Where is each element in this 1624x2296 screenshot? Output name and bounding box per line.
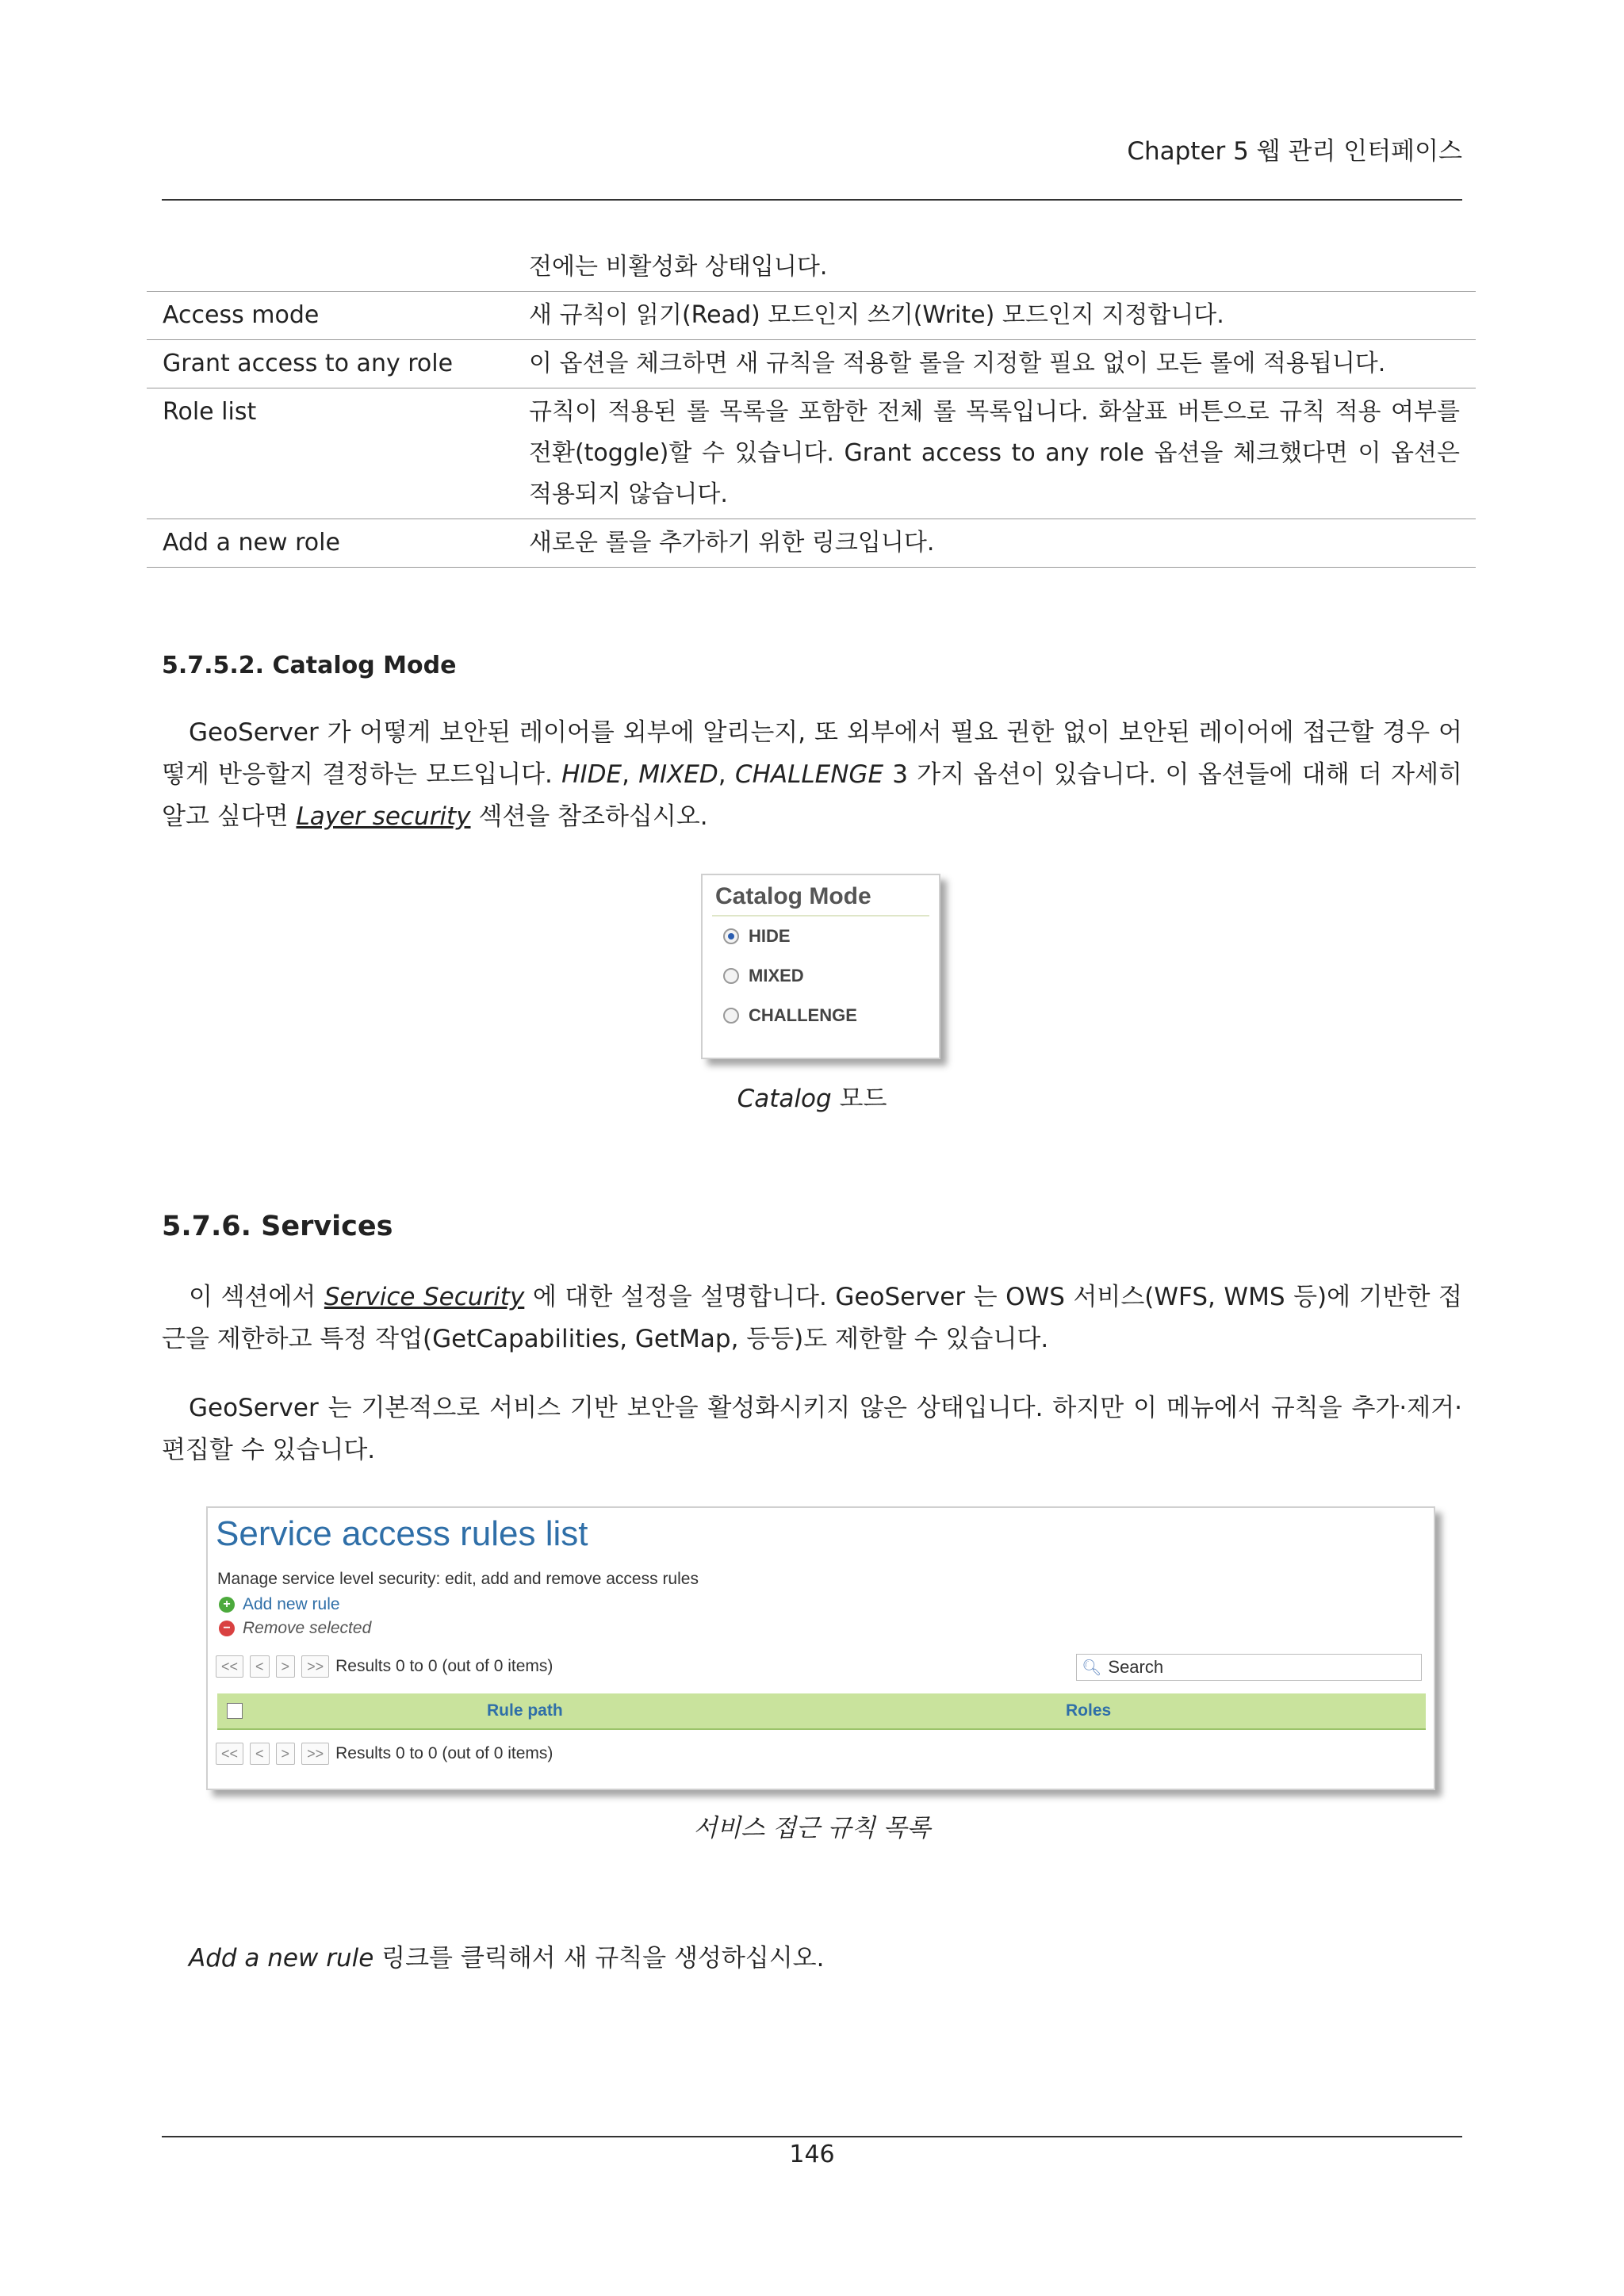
table-cell-term: Role list: [163, 398, 257, 426]
section-heading-services: 5.7.6. Services: [162, 1211, 393, 1242]
prev-page-button[interactable]: <: [250, 1655, 270, 1678]
add-rule-instruction: Add a new rule 링크를 클릭해서 새 규칙을 생성하십시오.: [189, 1944, 825, 1973]
search-input[interactable]: 🔍︎ Search: [1076, 1654, 1422, 1681]
catalog-mode-figure: [701, 874, 940, 1059]
first-page-button[interactable]: <<: [216, 1743, 243, 1765]
layer-security-link[interactable]: Layer security: [296, 802, 471, 831]
select-all-checkbox[interactable]: [227, 1703, 243, 1719]
catalog-mode-option-challenge[interactable]: CHALLENGE: [723, 1005, 857, 1026]
catalog-mode-option-mixed[interactable]: MIXED: [723, 966, 804, 986]
next-page-button[interactable]: >: [276, 1655, 296, 1678]
radio-selected-icon[interactable]: [723, 928, 739, 944]
column-header-rule-path[interactable]: Rule path: [487, 1701, 563, 1720]
table-cell-desc: 새로운 롤을 추가하기 위한 링크입니다.: [529, 529, 935, 557]
prev-page-button[interactable]: <: [250, 1743, 270, 1765]
chapter-header: Chapter 5 웹 관리 인터페이스: [1127, 137, 1462, 166]
table-cell-desc: 이 옵션을 체크하면 새 규칙을 적용할 롤을 지정할 필요 없이 모든 롤에 적용됩니다.: [529, 350, 1386, 377]
definition-table: [147, 243, 1476, 568]
rules-list-title: Service access rules list: [216, 1514, 588, 1553]
rules-list-description: Manage service level security: edit, add and remove access rules: [217, 1570, 699, 1588]
page-number: 146: [789, 2141, 835, 2168]
figure-caption-catalog-mode: Catalog 모드: [737, 1085, 887, 1113]
results-count: Results 0 to 0 (out of 0 items): [335, 1744, 553, 1762]
footer-divider: [162, 2136, 1462, 2137]
table-cell-desc: 전에는 비활성화 상태입니다.: [529, 253, 828, 281]
first-page-button[interactable]: <<: [216, 1655, 243, 1678]
remove-selected-link[interactable]: − Remove selected: [219, 1619, 371, 1638]
results-count: Results 0 to 0 (out of 0 items): [335, 1657, 553, 1675]
table-cell-term: Access mode: [163, 301, 320, 329]
pager-top: [216, 1655, 553, 1678]
services-paragraph-1: 이 섹션에서 Service Security 에 대한 설정을 설명합니다. GeoServer 는 OWS 서비스(WFS, WMS 등)에 기반한 접근을 제한하고 특정 작업(GetCapabilities, GetMap, 등등)도 제한할 수 있습니다.: [162, 1283, 1462, 1353]
table-row: [147, 519, 1476, 568]
add-new-rule-link[interactable]: + Add new rule: [219, 1595, 340, 1614]
table-cell-term: Grant access to any role: [163, 350, 454, 377]
column-header-roles[interactable]: Roles: [1066, 1701, 1112, 1720]
catalog-mode-title: Catalog Mode: [715, 883, 871, 909]
table-row: [147, 292, 1476, 340]
services-paragraph-2: GeoServer 는 기본적으로 서비스 기반 보안을 활성화시키지 않은 상태입니다. 하지만 이 메뉴에서 규칙을 추가·제거·편집할 수 있습니다.: [162, 1394, 1462, 1464]
pager-bottom: [216, 1743, 553, 1765]
service-security-link[interactable]: Service Security: [324, 1283, 525, 1311]
table-cell-term: Add a new role: [163, 529, 340, 557]
catalog-mode-option-hide[interactable]: HIDE: [723, 926, 791, 947]
table-cell-desc: 규칙이 적용된 롤 목록을 포함한 전체 롤 목록입니다. 화살표 버튼으로 규칙 적용 여부를 전환(toggle)할 수 있습니다. Grant access to any role 옵션을 체크했다면 이 옵션은 적용되지 않습니다.: [529, 398, 1460, 508]
table-row: [147, 243, 1476, 292]
table-row: [147, 388, 1476, 519]
figure-caption-service-rules: 서비스 접근 규칙 목록: [693, 1814, 931, 1843]
service-access-rules-figure: [206, 1506, 1435, 1790]
radio-icon[interactable]: [723, 1008, 739, 1024]
table-row: [147, 340, 1476, 388]
table-cell-desc: 새 규칙이 읽기(Read) 모드인지 쓰기(Write) 모드인지 지정합니다.: [529, 301, 1224, 329]
catalog-mode-paragraph: GeoServer 가 어떻게 보안된 레이어를 외부에 알리는지, 또 외부에서 필요 권한 없이 보안된 레이어에 접근할 경우 어떻게 반응할지 결정하는 모드입니다. HIDE, MIXED, CHALLENGE 3 가지 옵션이 있습니다. 이 옵션들에 대해 더 자세히 알고 싶다면 Layer security 섹션을 참조하십시오.: [162, 718, 1462, 831]
header-divider: [162, 199, 1462, 201]
rules-table-header: [217, 1693, 1426, 1730]
add-icon: +: [219, 1597, 235, 1613]
next-page-button[interactable]: >: [276, 1743, 296, 1765]
last-page-button[interactable]: >>: [301, 1655, 329, 1678]
section-heading-catalog-mode: 5.7.5.2. Catalog Mode: [162, 652, 457, 679]
search-icon: 🔍︎: [1082, 1659, 1102, 1677]
radio-icon[interactable]: [723, 968, 739, 984]
title-divider: [712, 915, 929, 916]
remove-icon: −: [219, 1621, 235, 1636]
last-page-button[interactable]: >>: [301, 1743, 329, 1765]
